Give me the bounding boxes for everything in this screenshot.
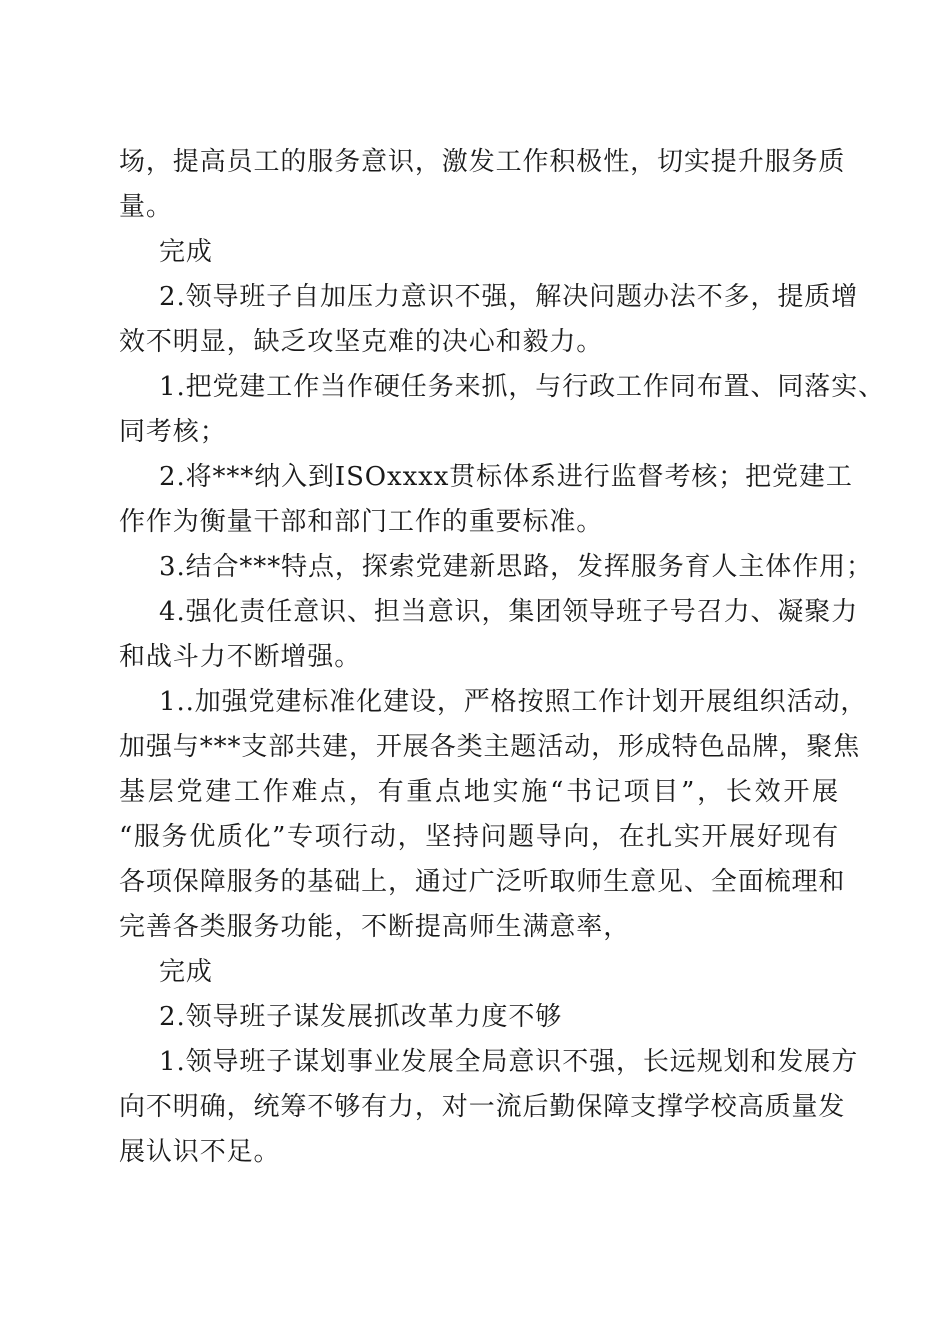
- paragraph-line: 同考核；: [119, 417, 227, 447]
- paragraph-line: 加强与***支部共建，开展各类主题活动，形成特色品牌，聚焦: [119, 732, 861, 762]
- paragraph-line: 2.领导班子谋发展抓改革力度不够: [159, 1002, 563, 1032]
- paragraph-line: 场，提高员工的服务意识，激发工作积极性，切实提升服务质: [119, 147, 846, 177]
- paragraph-line: 3.结合***特点，探索党建新思路，发挥服务育人主体作用；: [159, 552, 873, 582]
- document-body: [119, 140, 886, 1175]
- paragraph-line: 1.领导班子谋划事业发展全局意识不强，长远规划和发展方: [159, 1047, 859, 1077]
- status-line: 完成: [159, 237, 213, 267]
- paragraph-line: 展认识不足。: [119, 1137, 281, 1167]
- paragraph-line: 量。: [119, 192, 173, 222]
- status-line: 完成: [159, 957, 213, 987]
- paragraph-line: 完善各类服务功能，不断提高师生满意率，: [119, 912, 631, 942]
- paragraph-line: 各项保障服务的基础上，通过广泛听取师生意见、全面梳理和: [119, 867, 846, 897]
- paragraph-line: 2.领导班子自加压力意识不强，解决问题办法不多，提质增: [159, 282, 859, 312]
- paragraph-line: 和战斗力不断增强。: [119, 642, 362, 672]
- paragraph-line: “服务优质化”专项行动，坚持问题导向，在扎实开展好现有: [119, 822, 839, 852]
- paragraph-line: 1..加强党建标准化建设，严格按照工作计划开展组织活动，: [159, 687, 868, 717]
- paragraph-line: 2.将***纳入到ISOxxxx贯标体系进行监督考核；把党建工: [159, 462, 853, 492]
- paragraph-line: 1.把党建工作当作硬任务来抓，与行政工作同布置、同落实、: [159, 372, 886, 402]
- paragraph-line: 基层党建工作难点，有重点地实施“书记项目”，长效开展: [119, 777, 839, 807]
- paragraph-line: 作作为衡量干部和部门工作的重要标准。: [119, 507, 604, 537]
- paragraph-line: 向不明确，统筹不够有力，对一流后勤保障支撑学校高质量发: [119, 1092, 846, 1122]
- paragraph-line: 4.强化责任意识、担当意识，集团领导班子号召力、凝聚力: [159, 597, 859, 627]
- paragraph-line: 效不明显，缺乏攻坚克难的决心和毅力。: [119, 327, 604, 357]
